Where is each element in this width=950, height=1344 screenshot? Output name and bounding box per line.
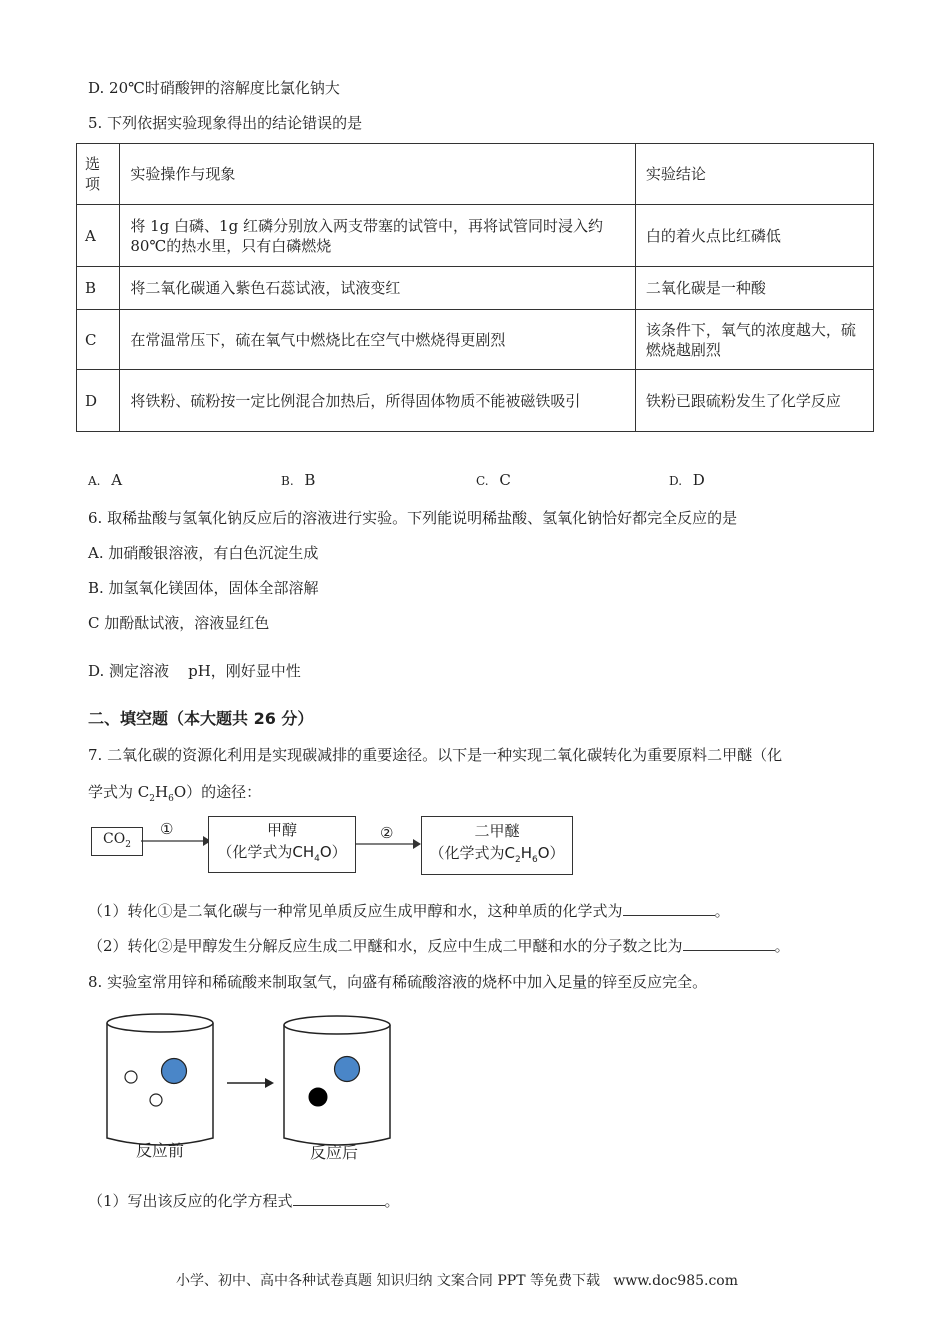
q5-choice-d <box>669 471 705 489</box>
choice-prefix: D. <box>669 474 683 488</box>
methanol-box <box>208 816 356 873</box>
subscript: 6 <box>168 794 174 804</box>
text: O）的途径： <box>173 783 262 801</box>
step-2-label: ② <box>380 824 394 842</box>
q6-option-c: C 加酚酞试液，溶液显红色 <box>88 614 270 632</box>
formula: O） <box>537 844 565 862</box>
co2-box <box>91 827 143 856</box>
page-footer: 小学、初中、高中各种试卷真题 知识归纳 文案合同 PPT 等免费下载 www.doc985.com <box>176 1273 739 1289</box>
row-operation: 在常温常压下，硫在氧气中燃烧比在空气中燃烧得更剧烈 <box>120 310 636 370</box>
q5-stem: 5. 下列依据实验现象得出的结论错误的是 <box>88 114 363 132</box>
reaction-arrow <box>227 1078 274 1088</box>
table-row <box>77 370 874 432</box>
choice-text: D <box>692 471 705 489</box>
co2-label: CO <box>103 830 126 847</box>
table-row <box>77 205 874 267</box>
box-title: 二甲醚 <box>474 822 520 840</box>
table-row <box>77 310 874 370</box>
q5-choice-a <box>88 471 122 489</box>
arrow-2 <box>355 838 423 852</box>
question-text: （1）转化①是二氧化碳与一种常见单质反应生成甲醇和水，这种单质的化学式为 <box>88 902 623 920</box>
text: H <box>154 783 169 801</box>
formula: （化学式为CH <box>217 843 315 861</box>
q8-sub1 <box>88 1190 400 1211</box>
q7-stem-line1: 7. 二氧化碳的资源化利用是实现碳减排的重要途径。以下是一种实现二氧化碳转化为重要原料二甲醚（化 <box>88 746 783 764</box>
choice-text: C <box>499 471 511 489</box>
small-particle <box>150 1094 162 1106</box>
text: 学式为 C <box>88 783 150 801</box>
answer-blank[interactable] <box>293 1191 385 1206</box>
row-operation: 将 1g 白磷、1g 红磷分别放入两支带塞的试管中，再将试管同时浸入约 80℃的热水里，只有白磷燃烧 <box>120 205 636 267</box>
q5-choice-c <box>476 471 511 489</box>
formula: O） <box>319 843 347 861</box>
question-text: （1）写出该反应的化学方程式 <box>88 1192 293 1210</box>
small-particle <box>125 1071 137 1083</box>
choice-prefix: B. <box>281 474 294 488</box>
header-option: 选项 <box>77 144 120 205</box>
row-option: B <box>77 267 120 310</box>
formula: （化学式为C <box>429 844 515 862</box>
subscript: 2 <box>149 794 155 804</box>
punctuation: 。 <box>384 1192 400 1210</box>
label-before: 反应前 <box>136 1141 185 1160</box>
label-after: 反应后 <box>310 1143 359 1162</box>
row-conclusion: 铁粉已跟硫粉发生了化学反应 <box>635 370 873 432</box>
subscript: 6 <box>531 855 538 865</box>
black-particle <box>309 1088 327 1106</box>
q6-option-d: D. 测定溶液 pH，刚好显中性 <box>88 662 301 680</box>
box-title: 甲醇 <box>266 821 297 839</box>
answer-blank[interactable] <box>623 901 715 916</box>
punctuation: 。 <box>774 937 790 955</box>
choice-prefix: C. <box>476 474 489 488</box>
q6-option-a: A. 加硝酸银溶液，有白色沉淀生成 <box>88 544 319 562</box>
choice-prefix: A. <box>88 474 101 488</box>
header-operation: 实验操作与现象 <box>120 144 636 205</box>
arrow-1 <box>141 835 211 849</box>
punctuation: 。 <box>714 902 730 920</box>
row-conclusion: 白的着火点比红磷低 <box>635 205 873 267</box>
beaker-before <box>107 1014 213 1145</box>
dimethyl-ether-box <box>421 816 573 875</box>
choice-text: B <box>304 471 316 489</box>
q5-choice-b <box>281 471 315 489</box>
q7-sub1 <box>88 900 730 921</box>
header-conclusion: 实验结论 <box>635 144 873 205</box>
row-operation: 将二氧化碳通入紫色石蕊试液，试液变红 <box>120 267 636 310</box>
q6-option-b: B. 加氢氧化镁固体，固体全部溶解 <box>88 579 319 597</box>
blue-particle <box>335 1057 360 1082</box>
subscript: 4 <box>314 854 320 864</box>
row-option: C <box>77 310 120 370</box>
beaker-after <box>284 1016 390 1145</box>
question-text: （2）转化②是甲醇发生分解反应生成二甲醚和水，反应中生成二甲醚和水的分子数之比为 <box>88 937 683 955</box>
subscript: 2 <box>514 855 521 865</box>
row-option: D <box>77 370 120 432</box>
blue-particle <box>162 1059 187 1084</box>
q6-stem: 6. 取稀盐酸与氢氧化钠反应后的溶液进行实验。下列能说明稀盐酸、氢氧化钠恰好都完全反应的是 <box>88 509 738 527</box>
row-operation: 将铁粉、硫粉按一定比例混合加热后，所得固体物质不能被磁铁吸引 <box>120 370 636 432</box>
q7-stem-line2 <box>88 781 261 804</box>
row-conclusion: 二氧化碳是一种酸 <box>635 267 873 310</box>
table-row <box>77 267 874 310</box>
subscript: 2 <box>125 839 131 850</box>
answer-blank[interactable] <box>683 936 775 951</box>
table-header-row <box>77 144 874 205</box>
q7-sub2 <box>88 935 790 956</box>
section-title: 二、填空题（本大题共 26 分） <box>88 709 314 728</box>
row-option: A <box>77 205 120 267</box>
q4-option-d: D. 20℃时硝酸钾的溶解度比氯化钠大 <box>88 79 340 97</box>
step-1-label: ① <box>160 820 174 838</box>
q8-stem: 8. 实验室常用锌和稀硫酸来制取氢气，向盛有稀硫酸溶液的烧杯中加入足量的锌至反应完全。 <box>88 973 708 991</box>
formula: H <box>520 844 532 862</box>
choice-text: A <box>111 471 123 489</box>
q5-experiment-table <box>76 143 874 432</box>
row-conclusion: 该条件下，氧气的浓度越大，硫燃烧越剧烈 <box>635 310 873 370</box>
